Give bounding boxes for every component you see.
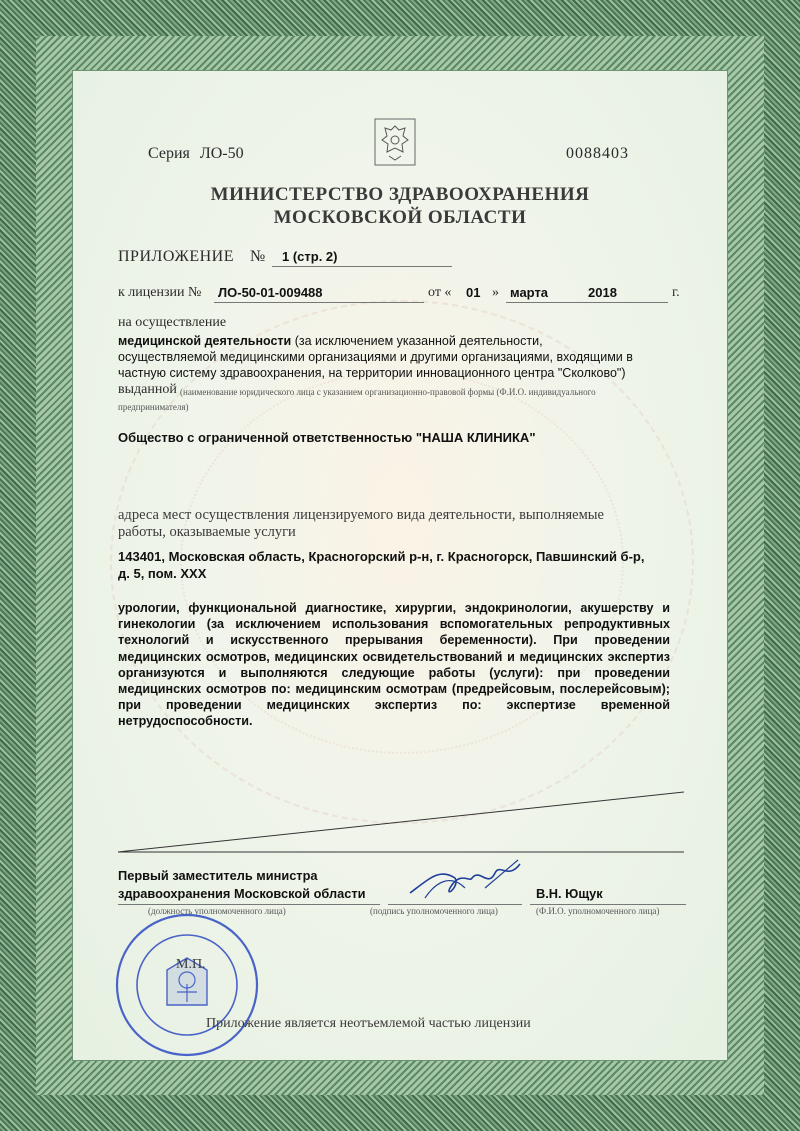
license-day-close: » bbox=[492, 285, 499, 300]
license-day: 01 bbox=[466, 285, 481, 300]
signature-underline bbox=[388, 904, 522, 905]
signature-note: (подпись уполномоченного лица) bbox=[370, 906, 498, 916]
signatory-name: В.Н. Ющук bbox=[536, 886, 603, 901]
ministry-title-line2: МОСКОВСКОЙ ОБЛАСТИ bbox=[273, 207, 527, 228]
license-date-underline bbox=[506, 302, 668, 303]
official-stamp bbox=[112, 910, 262, 1060]
activity-label: на осуществление bbox=[118, 315, 227, 330]
activity-text bbox=[118, 333, 688, 381]
name-underline bbox=[530, 904, 686, 905]
appendix-number: 1 (стр. 2) bbox=[282, 249, 338, 264]
stamp-mp-label: М.П. bbox=[176, 957, 206, 972]
license-number: ЛО-50-01-009488 bbox=[218, 285, 323, 300]
license-prefix: к лицензии № bbox=[118, 285, 202, 300]
form-number: 0088403 bbox=[566, 145, 629, 162]
signatory-position-line1: Первый заместитель министра bbox=[118, 868, 318, 883]
issued-note-line1: (наименование юридического лица с указанием организационно-правовой формы (Ф.И.О. индивидуального bbox=[180, 387, 596, 397]
appendix-number-sign: № bbox=[250, 248, 266, 265]
activity-line3: частную систему здравоохранения, на территории инновационного центра "Сколково") bbox=[118, 366, 626, 380]
address-line2: д. 5, пом. XXX bbox=[118, 566, 207, 581]
ministry-title-line1: МИНИСТЕРСТВО ЗДРАВООХРАНЕНИЯ bbox=[210, 184, 590, 205]
license-number-underline bbox=[214, 302, 424, 303]
license-month: марта bbox=[510, 285, 549, 300]
appendix-underline bbox=[272, 266, 452, 267]
license-year: 2018 bbox=[588, 285, 617, 300]
activity-bold: медицинской деятельности bbox=[118, 334, 292, 348]
activity-line1: (за исключением указанной деятельности, bbox=[291, 334, 543, 348]
signatory-position-line2: здравоохранения Московской области bbox=[118, 886, 366, 901]
services-text: урологии, функциональной диагностике, хирургии, эндокринологии, акушерству и гинекологии (за исключением использования вспомогательных репродуктивных технологий и искусственного прерывания беременности). При проведении медицинских осмотров, медицинских освидетельствований и медицинских экспертиз организуются и выполняются следующие работы (услуги): при проведении медицинских осмотров по: медицинским осмотрам (предрейсовым, послерейсовым); при проведении медицинских экспертиз по: экспертизе временной нетрудоспособности. bbox=[118, 601, 670, 729]
position-note: (должность уполномоченного лица) bbox=[148, 906, 286, 916]
footer-note: Приложение является неотъемлемой частью лицензии bbox=[206, 1016, 531, 1031]
appendix-label: ПРИЛОЖЕНИЕ bbox=[118, 248, 235, 265]
issued-label: выданной bbox=[118, 382, 177, 397]
address-line1: 143401, Московская область, Красногорский р-н, г. Красногорск, Павшинский б-р, bbox=[118, 549, 645, 564]
activity-line2: осуществляемой медицинскими организациями и другими организациями, входящими в bbox=[118, 350, 633, 364]
position-underline bbox=[118, 904, 380, 905]
issued-note-line2: предпринимателя) bbox=[118, 402, 189, 412]
coat-of-arms-icon bbox=[372, 116, 418, 168]
license-year-suffix: г. bbox=[672, 285, 680, 300]
series-value: ЛО-50 bbox=[199, 145, 244, 162]
series-label: Серия ЛО-50 bbox=[148, 145, 244, 162]
addresses-label-line1: адреса мест осуществления лицензируемого вида деятельности, выполняемые bbox=[118, 507, 604, 523]
license-from-label: от « bbox=[428, 285, 452, 300]
diagonal-cancel-line bbox=[118, 790, 684, 856]
name-note: (Ф.И.О. уполномоченного лица) bbox=[536, 906, 660, 916]
organization-name: Общество с ограниченной ответственностью "НАША КЛИНИКА" bbox=[118, 430, 536, 445]
addresses-label-line2: работы, оказываемые услуги bbox=[118, 524, 296, 540]
